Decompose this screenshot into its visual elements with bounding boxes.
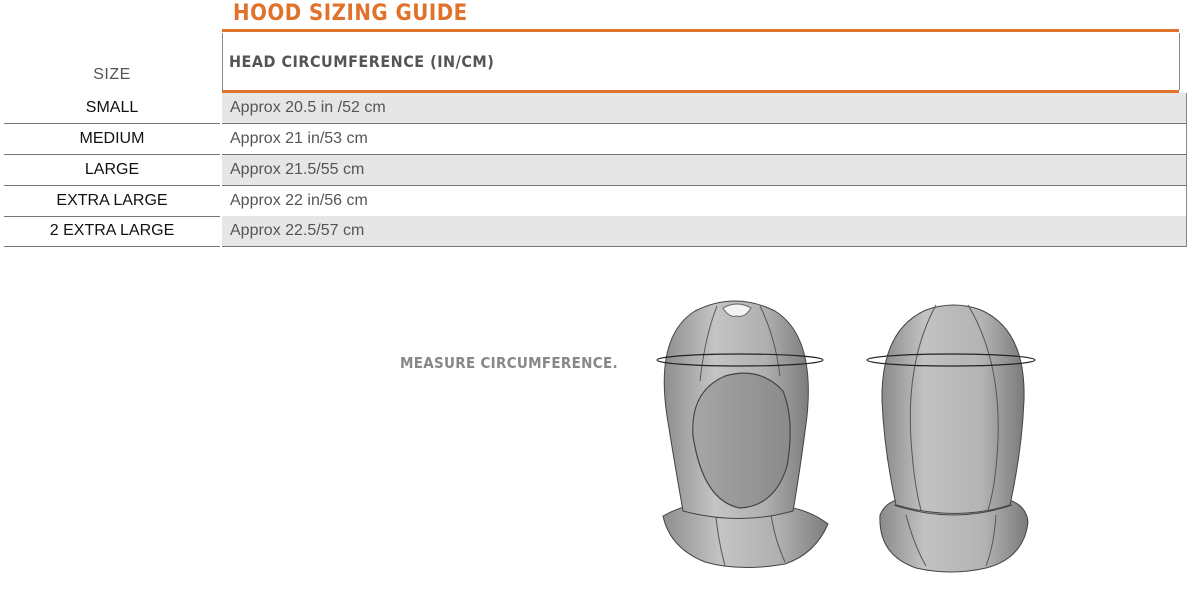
column-header: HEAD CIRCUMFERENCE (IN/CM): [229, 52, 495, 71]
circumference-cell: Approx 22 in/56 cm: [222, 186, 1187, 217]
title-underline: [222, 29, 1179, 32]
table-row: [4, 186, 1179, 216]
size-cell: EXTRA LARGE: [4, 186, 220, 217]
size-cell: SMALL: [4, 93, 220, 124]
size-cell: MEDIUM: [4, 124, 220, 155]
circumference-cell: Approx 22.5/57 cm: [222, 216, 1187, 247]
circumference-cell: Approx 21.5/55 cm: [222, 155, 1187, 186]
size-header: SIZE: [93, 66, 131, 83]
table-row: [4, 124, 1179, 154]
table-row: [4, 93, 1179, 123]
circumference-cell: Approx 20.5 in /52 cm: [222, 93, 1187, 124]
hood-front-illustration: [645, 296, 835, 571]
guide-title: HOOD SIZING GUIDE: [233, 1, 468, 26]
size-cell: LARGE: [4, 155, 220, 186]
table-row: [4, 216, 1179, 246]
table-row: [4, 155, 1179, 185]
measure-label: MEASURE CIRCUMFERENCE.: [400, 354, 618, 372]
hood-back-illustration: [866, 300, 1041, 575]
size-cell: 2 EXTRA LARGE: [4, 216, 220, 247]
circumference-cell: Approx 21 in/53 cm: [222, 124, 1187, 155]
